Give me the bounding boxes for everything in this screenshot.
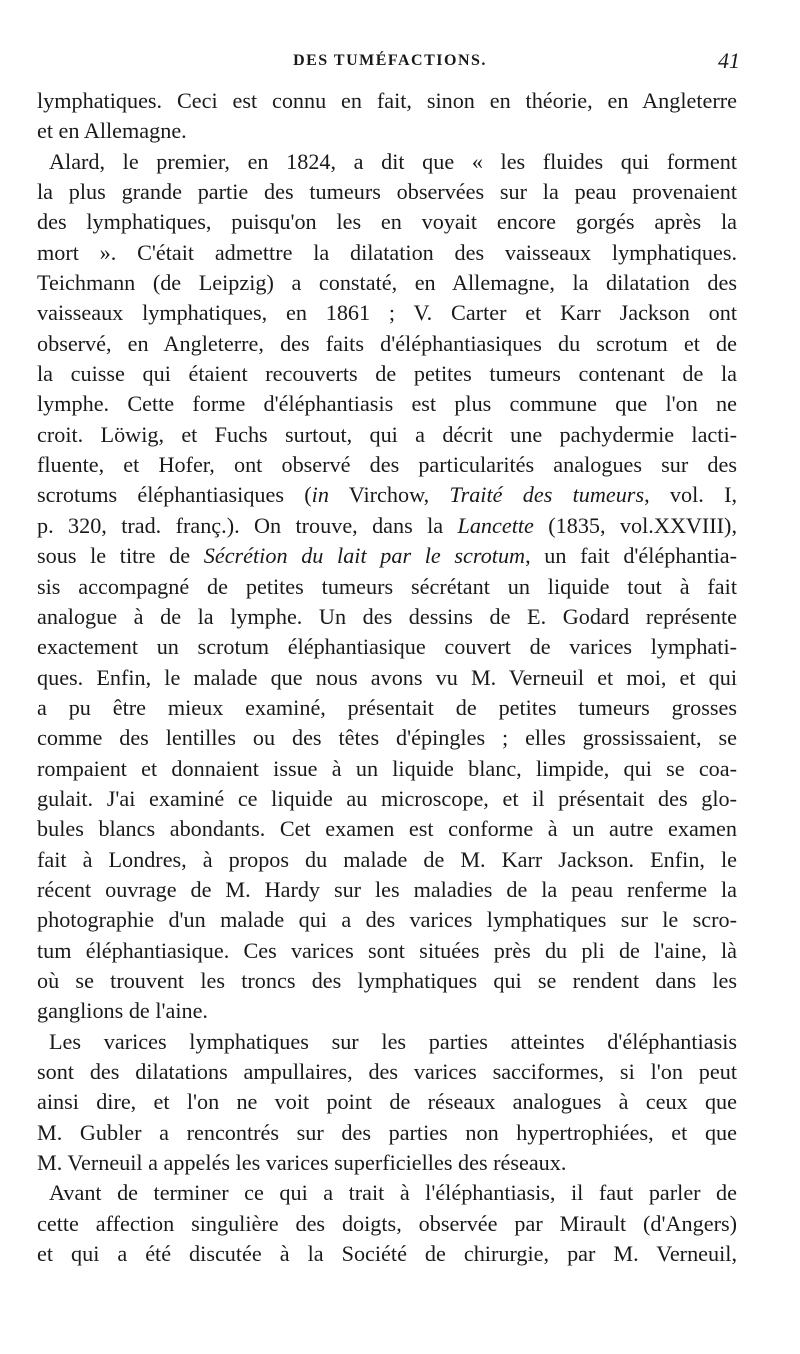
text-line: rompaient et donnaient issue à un liquide blanc, limpide, qui se coa- (37, 755, 737, 781)
text-line: vaisseaux lymphatiques, en 1861 ; V. Carter et Karr Jackson ont (37, 300, 737, 326)
text-line: et qui a été discutée à la Société de chirurgie, par M. Verneuil, (37, 1241, 737, 1267)
text-line: M. Verneuil a appelés les varices superficielles des réseaux. (37, 1150, 567, 1176)
text-line: analogue à de la lymphe. Un des dessins de E. Godard représente (37, 603, 737, 629)
text-line: récent ouvrage de M. Hardy sur les maladies de la peau renferme la (37, 876, 737, 902)
text-line: p. 320, trad. franç.). On trouve, dans la Lancette (1835, vol.XXVIII), (37, 512, 737, 538)
text-line: comme des lentilles ou des têtes d'épingles ; elles grossissaient, se (37, 725, 737, 751)
text-line: ganglions de l'aine. (37, 998, 208, 1024)
text-line: scrotums éléphantiasiques (in Virchow, Traité des tumeurs, vol. I, (37, 482, 737, 508)
text-line: bules blancs abondants. Cet examen est conforme à un autre examen (37, 816, 737, 842)
text-line: fait à Londres, à propos du malade de M. Karr Jackson. Enfin, le (37, 846, 737, 872)
page-header (40, 48, 740, 82)
italic-text: Lancette (457, 512, 534, 538)
text-line: cette affection singulière des doigts, observée par Mirault (d'Angers) (37, 1210, 737, 1236)
text-line: exactement un scrotum éléphantiasique couvert de varices lymphati- (37, 634, 737, 660)
text-line: gulait. J'ai examiné ce liquide au microscope, et il présentait des glo- (37, 785, 737, 811)
text-line: photographie d'un malade qui a des varices lymphatiques sur le scro- (37, 907, 737, 933)
italic-text: Sécrétion du lait par le scrotum (203, 543, 526, 569)
text-line: fluente, et Hofer, ont observé des particularités analogues sur des (37, 452, 737, 478)
text-line: où se trouvent les troncs des lymphatiques qui se rendent dans les (37, 967, 737, 993)
text-line: Les varices lymphatiques sur les parties atteintes d'éléphantiasis (49, 1028, 737, 1054)
text-line: croit. Löwig, et Fuchs surtout, qui a décrit une pachydermie lacti- (37, 421, 737, 447)
text-line: des lymphatiques, puisqu'on les en voyait encore gorgés après la (37, 209, 737, 235)
text-line: lymphe. Cette forme d'éléphantiasis est plus commune que l'on ne (37, 391, 737, 417)
text-line: et en Allemagne. (37, 118, 187, 144)
text-line: M. Gubler a rencontrés sur des parties non hypertrophiées, et que (37, 1119, 737, 1145)
text-line: la cuisse qui étaient recouverts de petites tumeurs contenant de la (37, 361, 737, 387)
page-number: 41 (718, 48, 740, 73)
italic-text: Traité des tumeurs (449, 482, 645, 508)
text-line: sis accompagné de petites tumeurs sécrétant un liquide tout à fait (37, 573, 737, 599)
text-line: sont des dilatations ampullaires, des varices sacciformes, si l'on peut (37, 1059, 737, 1084)
text-line: a pu être mieux examiné, présentait de petites tumeurs grosses (37, 694, 737, 720)
body-text (37, 86, 737, 1269)
text-line: la plus grande partie des tumeurs observées sur la peau provenaient (37, 179, 737, 205)
text-line: tum éléphantiasique. Ces varices sont situées près du pli de l'aine, là (37, 937, 737, 963)
text-line: Alard, le premier, en 1824, a dit que « les fluides qui forment (49, 148, 737, 174)
italic-text: in (311, 482, 329, 508)
text-line: observé, en Angleterre, des faits d'éléphantiasiques du scrotum et de (37, 330, 737, 356)
text-line: ques. Enfin, le malade que nous avons vu M. Verneuil et moi, et qui (37, 664, 737, 690)
text-line: mort ». C'était admettre la dilatation des vaisseaux lymphatiques. (37, 239, 737, 265)
text-line: Avant de terminer ce qui a trait à l'éléphantiasis, il faut parler de (49, 1180, 737, 1206)
running-title: DES TUMÉFACTIONS. (293, 52, 487, 69)
text-line: Teichmann (de Leipzig) a constaté, en Allemagne, la dilatation des (37, 270, 737, 296)
text-line: ainsi dire, et l'on ne voit point de réseaux analogues à ceux que (37, 1089, 737, 1115)
text-line: sous le titre de Sécrétion du lait par le scrotum, un fait d'éléphantia- (37, 543, 737, 569)
text-line: lymphatiques. Ceci est connu en fait, sinon en théorie, en Angleterre (37, 88, 737, 113)
